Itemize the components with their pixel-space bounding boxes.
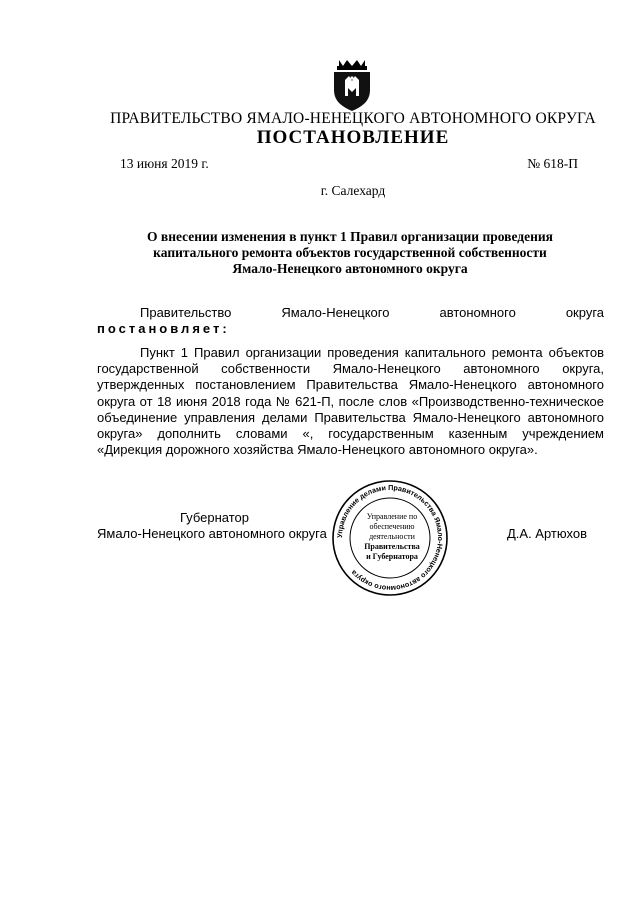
intro-word: округа xyxy=(565,305,604,320)
document-date: 13 июня 2019 г. xyxy=(120,156,209,171)
signatory-name: Д.А. Артюхов xyxy=(507,526,587,541)
signatory-title: Ямало-Ненецкого автономного округа xyxy=(97,526,327,541)
document-type: ПОСТАНОВЛЕНИЕ xyxy=(256,127,450,148)
document-number: № 618-П xyxy=(527,156,578,171)
document-title xyxy=(110,229,590,277)
resolution-intro xyxy=(97,305,604,337)
intro-word: Ямало-Ненецкого xyxy=(281,305,390,320)
seal-text: и Губернатора xyxy=(366,552,418,561)
intro-word: Правительство xyxy=(140,305,232,320)
seal-text: деятельности xyxy=(369,532,415,541)
document-city: г. Салехард xyxy=(320,183,386,198)
official-seal xyxy=(330,478,450,598)
resolution-body: Пункт 1 Правил организации проведения капитального ремонта объектов государственной собственности Ямало-Ненецкого автономного округа, утвержденных постановлением Правительства Ямало-Ненецкого автономного округа от 18 июня 2018 года № 621-П, после слов «Производственно-техническое объединение управления делами Правительства Ямало-Ненецкого автономного округа» дополнить словами «, государственным казенным учреждением «Дирекция дорожного хозяйства Ямало-Ненецкого автономного округа». xyxy=(97,345,604,458)
signatory-title: Губернатор xyxy=(180,510,249,525)
resolves-word: постановляет: xyxy=(97,321,230,336)
seal-text: Правительства xyxy=(364,542,420,551)
seal-text: обеспечению xyxy=(369,522,415,531)
title-line: капитального ремонта объектов государственной собственности xyxy=(153,245,547,260)
title-line: О внесении изменения в пункт 1 Правил организации проведения xyxy=(147,229,553,244)
seal-text: Управление по xyxy=(366,512,418,521)
intro-line xyxy=(97,305,604,321)
coat-of-arms-icon xyxy=(329,56,375,112)
title-line: Ямало-Ненецкого автономного округа xyxy=(232,261,468,276)
government-name: ПРАВИТЕЛЬСТВО ЯМАЛО-НЕНЕЦКОГО АВТОНОМНОГО ОКРУГА xyxy=(110,110,596,127)
seal-ring-text: Управление делами Правительства Ямало-Ненецкого автономного округа xyxy=(334,482,446,594)
intro-word: автономного xyxy=(439,305,516,320)
